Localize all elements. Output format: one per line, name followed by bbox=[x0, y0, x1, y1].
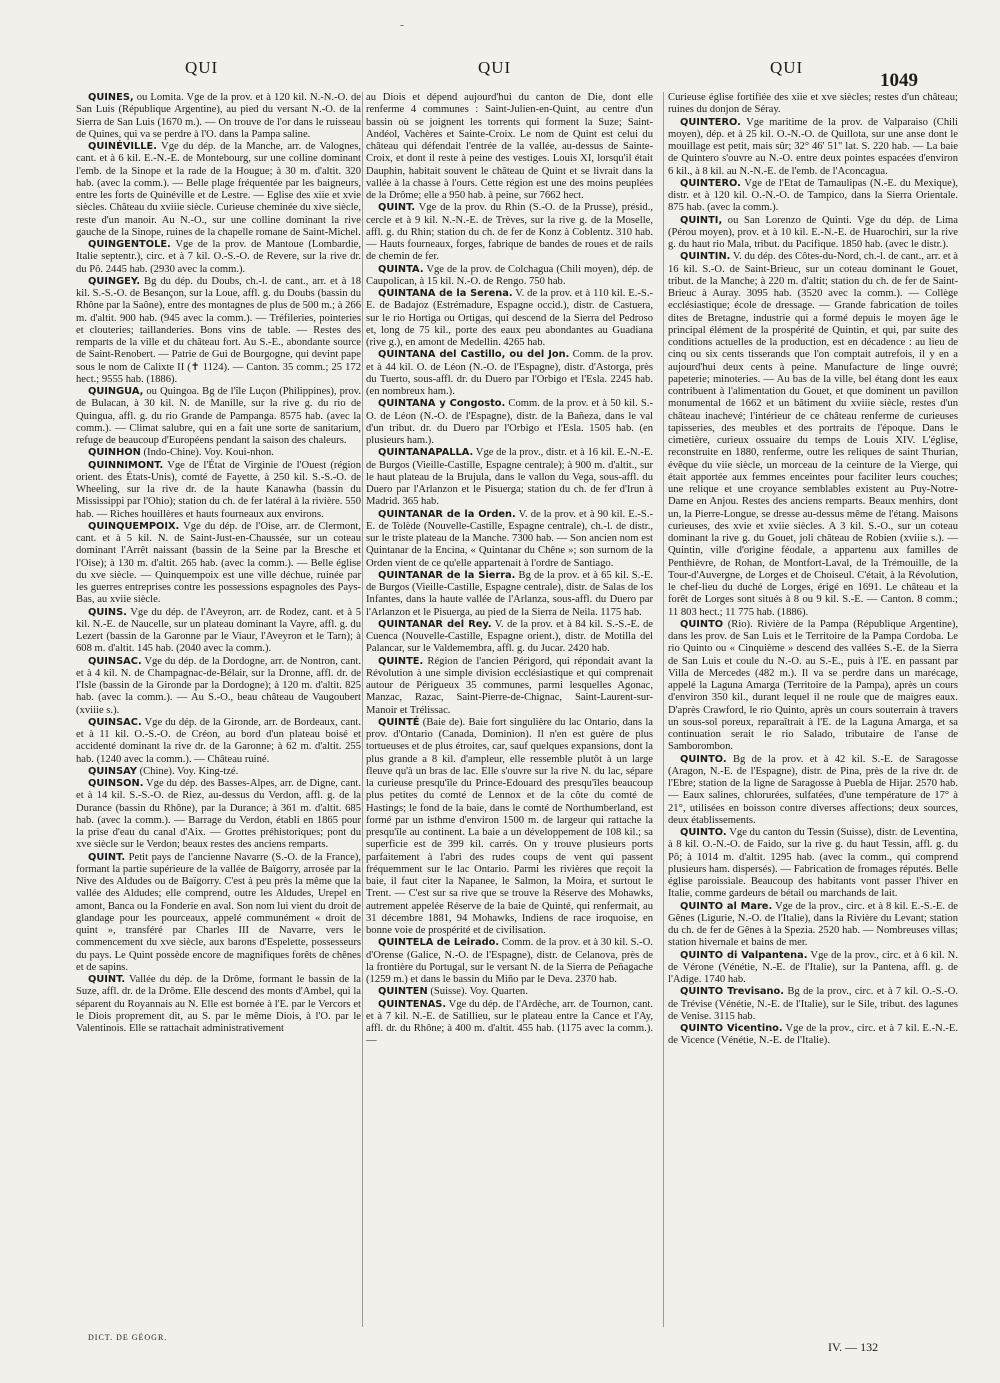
entry-headword: QUINNIMONT. bbox=[88, 459, 164, 471]
dictionary-entry bbox=[668, 251, 958, 619]
dictionary-entry bbox=[76, 92, 361, 141]
entry-text: ou Quingoa. Bg de l'île Luçon (Philippines), prov. de Bulacan, à 30 kil. N. de Manille, sur la rive g. du rio de Quingua, affl. g. du rio Grande de Pampanga. 8575 hab. (avec la comm.). — Climat salubre, qui en a fait une sorte de sanitarium, refuge de beaucoup d'Européens pendant la saison des chaleurs. bbox=[76, 386, 361, 446]
entry-text: Région de l'ancien Périgord, qui répondait avant la Révolution à une simple division ecclésiastique et qui comprenait autour de Périgueux 35 communes, parmi lesquelles Agonac, Manzac, Razac, Saint-Pierre-de-Chignac, Saint-Laurent-sur-Manoir et Trélissac. bbox=[366, 655, 653, 716]
entry-text: Vge du dép. de l'Oise, arr. de Clermont, cant. et à 5 kil. N. de Saint-Just-en-Chaussée, sur un coteau dominant l'Arrêt naissant (bassin de la Seine par la Bresche et l'Oise); à 130 m. d'altit. 265 hab. (avec la comm.). — Belle église du xve siècle. — Quinquempoix est une ville déchue, ruinée par les guerres entreprises contre les possessions espagnoles des Pays-Bas, au xviie siècle. bbox=[76, 520, 361, 606]
entry-text: Vge maritime de la prov. de Valparaiso (Chili moyen), dép. et à 25 kil. O.-N.-O. de Quillota, sur une anse dont le mouillage est petit, mais sûr; 32° 46' 51" lat. S. 220 hab. — La baie de Quintero s'ouvre au N.-O. entre deux pointes espacées d'environ 6 kil., à 8 kil. au N.-N.-E. de l'emb. de l'Aconcagua. bbox=[668, 116, 958, 177]
entry-text: Vge de la prov., circ. et à 8 kil. E.-S.-E. de Gênes (Ligurie, N.-O. de l'Italie), dans la Rivière du Levant; station du ch. de fer de Gênes à la Spezia. 2520 hab. — Nombreuses villas; station hivernale et bains de mer. bbox=[668, 900, 958, 949]
entry-text: Vge du dép. de la Gironde, arr. de Bordeaux, cant. et à 11 kil. O.-S.-O. de Créon, au bord d'un plateau boisé et accidenté dominant la rive dr. de la Garonne; à 62 m. d'altit. 255 hab. (1240 avec la comm.). — Château ruiné. bbox=[76, 716, 361, 765]
dictionary-entry bbox=[366, 999, 653, 1048]
dictionary-entry bbox=[76, 521, 361, 607]
entry-headword: QUINTO al Mare. bbox=[680, 900, 773, 912]
entry-headword: QUINT. bbox=[88, 851, 126, 863]
entry-text: Comm. de la prov. et à 30 kil. S.-O. d'Orense (Galice, N.-O. de l'Espagne), distr. de Celanova, près de la frontière du Portugal, sur le versant N. de la Sierra de Peñagache (1259 m.) et dans le bassin du Miño par le Deva. 2370 hab. bbox=[366, 937, 653, 985]
entry-headword: QUINTO. bbox=[680, 827, 727, 838]
entry-headword: QUINSON. bbox=[88, 778, 144, 789]
entry-text: ou San Lorenzo de Quinti. Vge du dép. de Lima (Pérou moyen), prov. et à 10 kil. E.-N.-E. de Huarochiri, sur la rive g. du haut rio Mala, tribut. du Pacifique. 1850 hab. (avec le distr.). bbox=[668, 214, 958, 250]
dictionary-entry bbox=[366, 656, 653, 717]
entry-headword: QUINSAC. bbox=[88, 655, 142, 667]
dictionary-entry bbox=[76, 607, 361, 656]
dictionary-entry bbox=[366, 398, 653, 447]
entry-headword: QUINTERO. bbox=[680, 116, 741, 128]
entry-headword: QUINGENTOLE. bbox=[88, 239, 171, 250]
entry-headword: QUINTANA y Congosto. bbox=[378, 398, 506, 410]
dictionary-entry bbox=[366, 92, 653, 202]
dictionary-entry bbox=[76, 447, 361, 459]
dictionary-entry bbox=[76, 460, 361, 521]
header-center: QUI bbox=[478, 58, 512, 77]
dictionary-entry bbox=[668, 950, 958, 987]
dictionary-entry bbox=[668, 619, 958, 754]
entry-text: Bg du dép. du Doubs, ch.-l. de cant., arr. et à 18 kil. S.-S.-O. de Besançon, sur la Loue, affl. g. du Doubs (bassin du Rhône par la Saône), entre des montagnes de plus de 500 m.; à 266 m. d'altit. 900 hab. (945 avec la comm.). — Tréfileries, pointeries et clouteries; taillanderies. Bons vins de table. — Restes des remparts de la ville et du château fort. Au S.-E., abondante source de Saint-Renobert. — Patrie de Gui de Bourgogne, qui devint pape sous le nom de Calixte II (✝ 1124). — Canton. 35 comm.; 25 172 hect.; 9555 hab. (1886). bbox=[76, 275, 361, 385]
entry-headword: QUINGEY. bbox=[88, 275, 141, 287]
dictionary-entry bbox=[668, 92, 958, 117]
entry-headword: QUINQUEMPOIX. bbox=[88, 520, 180, 532]
entry-headword: QUINSAC. bbox=[88, 716, 142, 728]
entry-headword: QUINT. bbox=[88, 974, 126, 985]
entry-headword: QUINTANAPALLA. bbox=[378, 447, 474, 459]
footer-left: DICT. DE GÉOGR. bbox=[88, 1333, 168, 1342]
entry-text: V. du dép. des Côtes-du-Nord, ch.-l. de cant., arr. et à 16 kil. S.-O. de Saint-Brieuc, sur un coteau dominant le Gouet, tribut. de la Manche; à 220 m. d'altit; station du ch. de fer de Saint-Brieuc à Auray. 3095 hab. (3520 avec la comm.). — Collège ecclésiastique; école de dressage. — Grande fabrication de toiles dites de Bretagne, industrie qui a formé depuis le moyen âge le principal élément de la prospérité de Quintin, et qui, par suite des conditions actuelles de la production, est en décadence : au lieu de cinq ou six cents tisserands que l'on comptait autrefois, il y en a aujourd'hui deux cents à peine. Manufacture de linge ouvré; papeterie; minoteries. — Au bas de la ville, bel étang dont les eaux contribuent à l'alimentation du Gouet, et que dominent un pavillon monumental de 1662 et un bâtiment du xviiie siècle, restes d'un château inachevé; l'intérieur de ce château renferme de curieuses tapisseries, des meubles et des portraits de l'époque. Dans le cimetière, curieux ossuaire du temps de Louis XIV. L'église, reconstruite en 1880, renferme, outre les reliques de saint Thurian, évêque du viie siècle, un morceau de la ceinture de la Vierge, qui était apportée aux femmes enceintes pour faciliter leurs couches; une relique et une croyance semblables existent au Puy-Notre-Dame en Anjou. Restes des anciens remparts. Beaux menhirs, dont un, la Pierre-Longue, se dresse au-dessus même de l'étang. Maisons curieuses, des xvie et xviie siècles. A 3 kil. S.-O., sur un coteau dominant la rive g. du Gouet, joli château de Robien (xviiie s.). — Quintin, ville d'origine féodale, a appartenu aux familles de Penthièvre, de Rohan, de Montfort-Laval, de la Trémouille, de la Tour-d'Auvergne, de Lorges et de Choiseul. C'était, à la Révolution, le chef-lieu du duché de Lorges, érigé en 1691. Le château et la forêt de Lorges sont situés à 8 ou 9 kil. S.-E. — Canton. 8 comm.; 11 803 hect.; 11 775 hab. (1886). bbox=[668, 251, 958, 618]
entry-headword: QUINTANAR del Rey. bbox=[378, 618, 492, 630]
dictionary-entry bbox=[668, 117, 958, 178]
dictionary-entry bbox=[366, 509, 653, 570]
entry-headword: QUINGUA, bbox=[88, 386, 144, 397]
column-2 bbox=[362, 92, 653, 1327]
entry-headword: QUINHON bbox=[88, 447, 141, 459]
entry-headword: QUINTEN bbox=[378, 986, 428, 998]
entry-text: au Diois et dépend aujourd'hui du canton de Die, dont elle renferme 4 communes : Saint-Julien-en-Quint, au centre d'un bassin où se joignent les torrents qui forment la Suze; Saint-Andéol, Vachères et Sainte-Croix. Le nom de Quint est celui du château qui défendait l'entrée de la vallée, au-dessus de Sainte-Croix, et dont il reste à peine des vestiges. Louis XI, lorsqu'il était Dauphin, habitait souvent le château de Quint et se livrait dans la vallée à la chasse à l'ours. Cette région est une des moins peuplées de la Drôme; elle a 950 hab. à peine, sur 7662 hect. bbox=[366, 92, 653, 201]
entry-headword: QUINTO di Valpantena. bbox=[680, 949, 808, 961]
column-1 bbox=[76, 92, 361, 1327]
entry-text: Comm. de la prov. et à 44 kil. O. de Léon (N.-O. de l'Espagne), distr. d'Astorga, près du Tuerto, sous-affl. dr. du Duero par l'Orbigo et l'Esla. 2245 hab. (en nombreux ham.). bbox=[366, 349, 653, 397]
entry-text: (Indo-Chine). Voy. Koui-nhon. bbox=[140, 447, 274, 459]
entry-text: Bg de la prov., circ. et à 7 kil. O.-S.-O. de Trévise (Vénétie, N.-E. de l'Italie), sur le Sile, tribut. des lagunes de Venise. 3115 hab. bbox=[668, 986, 958, 1022]
entry-text: Petit pays de l'ancienne Navarre (S.-O. de la France), formant la partie supérieure de la vallée de Baïgorry, arrosée par la Nive des Aldudes ou de Baïgorry. C'est à peu près la même que la vallée des Aldudes; elle comprend, outre les Aldudes, Urepel en amont, Banca ou la Fonderie en aval. Son nom lui vient du droit de glandage pour les pourceaux, appelé communément « droit de quint », transféré par Charles III de Navarre, vers le commencement du xve siècle, aux barons d'Espelette, possesseurs du pays. Le Quint possède encore de magnifiques forêts de chênes et de sapins. bbox=[76, 851, 361, 973]
entry-headword: QUINTO bbox=[680, 618, 724, 630]
entry-headword: QUINTANA de la Serena. bbox=[378, 288, 513, 299]
dictionary-entry bbox=[76, 276, 361, 386]
dictionary-entry bbox=[366, 986, 653, 998]
entry-headword: QUINTELA de Leirado. bbox=[378, 937, 500, 949]
dictionary-entry bbox=[76, 717, 361, 766]
page-number: 1049 bbox=[880, 70, 918, 91]
dictionary-entry bbox=[76, 141, 361, 239]
dictionary-entry bbox=[366, 937, 653, 986]
entry-text: V. de la prov. et à 90 kil. E.-S.-E. de Tolède (Nouvelle-Castille, Espagne centrale), ch.-l. de distr., sur le triste plateau de la Manche. 7300 hab. — Son ancien nom est Quintanar de la Encina, « Quintanar du Chêne »; son surnom de la Orden vient de ce qu'elle appartenait à l'ordre de Santiago. bbox=[366, 508, 653, 569]
entry-headword: QUINTERO. bbox=[680, 177, 741, 189]
dictionary-entry bbox=[366, 717, 653, 938]
dictionary-entry bbox=[76, 239, 361, 276]
entry-text: Vge de la prov. de Mantoue (Lombardie, Italie septentr.), circ. et à 7 kil. O.-S.-O. de Revere, sur la rive dr. du Pô. 2445 hab. (2930 avec la comm.). bbox=[76, 239, 361, 275]
entry-text: (Suisse). Voy. Quarten. bbox=[427, 986, 528, 998]
entry-headword: QUINTIN. bbox=[680, 251, 731, 263]
dictionary-entry bbox=[366, 447, 653, 508]
entry-headword: QUINTANAR de la Orden. bbox=[378, 508, 516, 520]
entry-headword: QUINÉVILLE. bbox=[88, 141, 157, 152]
entry-headword: QUINTE. bbox=[378, 655, 424, 667]
entry-headword: QUINTANAR de la Sierra. bbox=[378, 569, 516, 581]
dictionary-entry bbox=[366, 570, 653, 619]
entry-text: Vge du dép. des Basses-Alpes, arr. de Digne, cant. et à 14 kil. S.-S.-O. de Riez, au-dessus du Verdon, affl. g. de la Durance (bassin du Rhône), par la Durance; à 361 m. d'altit. 685 hab. (avec la comm.). — Barrage du Verdon, établi en 1865 pour la prise d'eau du canal d'Aix. — Grottes préhistoriques; pont du xve siècle sur le Verdon; beaux restes des anciens remparts. bbox=[76, 778, 361, 851]
dictionary-entry bbox=[366, 288, 653, 349]
entry-text: Vallée du dép. de la Drôme, formant le bassin de la Suze, affl. dr. de la Drôme. Elle descend des monts d'Ambel, qui la séparent du Royannais au N. Elle est bornée à l'E. par le Vercors et le Diois proprement dit, au S. par le même Diois, à l'O. par le Valentinois. Elle se rattachait administrativement bbox=[76, 974, 361, 1034]
dictionary-entry bbox=[76, 974, 361, 1035]
dictionary-entry bbox=[366, 349, 653, 398]
entry-text: Vge du dép. de l'Ardèche, arr. de Tournon, cant. et à 7 kil. N.-E. de Satillieu, sur le plateau entre la Cance et l'Ay, affl. dr. du Rhône; à 400 m. d'altit. 455 hab. (1175 avec la comm.). — bbox=[366, 998, 653, 1047]
entry-text: (Rio). Rivière de la Pampa (République Argentine), dans les prov. de San Luis et le Territoire de la Pampa Cordoba. Le rio Quinto ou « Cinquième » descend des vallées S.-E. de la Sierra de San Luis et coule du N.-O. au S.-E., puis à l'E. en passant par Villa de Mercedes (482 m.). Il va se perdre dans un marécage, appelé la Laguna Amarga (Territoire de la Pampa), après un cours d'environ 350 kil., durant lequel il ne roule que de maigres eaux. D'après Crawford, le rio Quinto, après un cours souterrain à travers un sous-sol poreux, reparaîtrait à l'E. de la Laguna Amarga, et sa continuation serait le rio Salado, tributaire de l'anse de Samborombon. bbox=[668, 618, 958, 753]
entry-text: Vge de la prov. du Rhin (S.-O. de la Prusse), présid., cercle et à 9 kil. N.-N.-E. de Trèves, sur la rive g. de la Moselle, affl. g. du Rhin; station du ch. de fer de Konz à Coblentz. 310 hab. — Hauts fourneaux, forges, fabrique de bandes de roues et de rails de chemin de fer. bbox=[366, 202, 653, 263]
entry-text: Vge de la prov., circ. et à 6 kil. N. de Vérone (Vénétie, N.-E. de l'Italie), sur la Pantena, affl. g. de l'Adige. 1740 hab. bbox=[668, 949, 958, 985]
entry-text: Vge du dép. de la Manche, arr. de Valognes, cant. et à 6 kil. E.-N.-E. de Montebourg, sur une colline dominant l'emb. de la Sinope et la rade de la Hougue; à 30 m. d'altit. 320 hab. (avec la comm.). — Belle plage fréquentée par les baigneurs, entre les forts de Quinéville et de Lestre. — Eglise des xiie et xvie siècles. Château du xviiie siècle. Curieuse cheminée du xive siècle, reste d'un manoir. Au N.-O., sur une colline dominant la rive gauche de la Sinope, ruines de la chapelle romane de Saint-Michel. bbox=[76, 141, 361, 238]
entry-headword: QUINES, bbox=[88, 92, 134, 103]
top-mark: - bbox=[400, 18, 405, 32]
entry-text: Vge du dép. de l'Aveyron, arr. de Rodez, cant. et à 5 kil. N.-E. de Naucelle, sur un plateau dominant la Vayre, affl. g. du Lezert (bassin de la Garonne par le Viaur, l'Aveyron et le Tarn); à 608 m. d'altit. 145 hab. (2040 avec la comm.). bbox=[76, 606, 361, 655]
dictionary-entry bbox=[668, 754, 958, 828]
entry-text: Vge de la prov., circ. et à 7 kil. E.-N.-E. de Vicence (Vénétie, N.-E. de l'Italie). bbox=[668, 1023, 958, 1047]
entry-headword: QUINSAY bbox=[88, 765, 137, 777]
entry-text: Vge de la prov., distr. et à 16 kil. E.-N.-E. de Burgos (Vieille-Castille, Espagne centrale); à 900 m. d'altit., sur le haut plateau de la Brujula, dans le vallon du Vega, sous-affl. du Duero par l'Arlanzon et le Pisuerga; station du ch. de fer d'Irun à Madrid. 365 hab. bbox=[366, 447, 653, 508]
entry-headword: QUINTENAS. bbox=[378, 998, 447, 1010]
entry-headword: QUINTÉ bbox=[378, 716, 420, 728]
entry-text: (Baie de). Baie fort singulière du lac Ontario, dans la prov. d'Ontario (Canada, Dominion). Il n'en est guère de plus tortueuses et de plus étroites, car, sauf quelques expansions, dont la plus grande a 8 kil. d'ampleur, elle ressemble plutôt à un large fleuve qu'à un bras de lac. Elle s'ouvre sur la rive N. du lac, sépare la curieuse presqu'île du Prince-Edouard des presqu'îles beaucoup plus petites du comté de Lennox et de la côte du comté de Hastings; le fond de la baie, dans le comté de Northumberland, est formé par un isthme d'environ 1500 m. de largeur qui rattache la presqu'île au continent. La baie a un développement de 108 kil.; sa superficie est de 399 kil. carrés. On y trouve plusieurs ports parfaitement à l'abri des rudes coups de vent qui passent fréquemment sur le lac Ontario. Parmi les rivières que reçoit la baie, il faut citer la Napanee, le Salmon, la Moira, et surtout le Trent. — C'est sur sa rive que se trouve la Réserve des Mohawks, autrement appelée Réserve de la baie de Quinté, qui renfermait, au 31 décembre 1881, 94 Mohawks, Indiens de race iroquoise, en bonne voie de prospérité et de civilisation. bbox=[366, 716, 653, 936]
footer-right: IV. — 132 bbox=[828, 1340, 879, 1354]
entry-text: Vge de l'État de Virginie de l'Ouest (région orient. des États-Unis), comté de Fayette, à 250 kil. S.-S.-O. de Wheeling, sur la rive dr. de la haute Kanawha (bassin du Mississippi par l'Ohio); station du ch. de fer latéral à la rivière. 550 hab. — Riches houillères et hauts fourneaux aux environs. bbox=[76, 459, 361, 520]
entry-text: Vge du canton du Tessin (Suisse), distr. de Leventina, à 8 kil. O.-N.-O. de Faido, sur la rive g. du haut Tessin, affl. g. du Pô; à 1014 m. d'altit. 1295 hab. (avec la comm., qui comprend plusieurs ham. dispersés). — Fabrication de fromages réputés. Belle église paroissiale. Beaucoup des habitants vont passer l'hiver en Italie, comme gardeurs de bétail ou marchands de lait. bbox=[668, 827, 958, 900]
entry-headword: QUINTO. bbox=[680, 753, 727, 765]
dictionary-entry bbox=[76, 778, 361, 852]
header-left: QUI bbox=[185, 58, 219, 77]
dictionary-entry bbox=[366, 202, 653, 263]
dictionary-entry bbox=[668, 986, 958, 1023]
column-3 bbox=[663, 92, 958, 1327]
entry-headword: QUINTO Trevisano. bbox=[680, 986, 784, 998]
entry-headword: QUINS. bbox=[88, 606, 127, 618]
dictionary-entry bbox=[668, 827, 958, 901]
entry-headword: QUINT. bbox=[378, 202, 416, 214]
entry-text: (Chine). Voy. King-tzé. bbox=[136, 765, 239, 777]
dictionary-entry bbox=[366, 619, 653, 656]
dictionary-entry bbox=[76, 852, 361, 975]
entry-headword: QUINTO Vicentino. bbox=[680, 1023, 783, 1034]
entry-text: Bg de la prov. et à 65 kil. S.-E. de Burgos (Vieille-Castille, Espagne centrale), distr. de Salas de los Infantes, dans la haute vallée de l'Arlanza, sous-affl. du Duero par l'Arlanzon et le Pisuerga, au pied de la Sierra de Neila. 1175 hab. bbox=[366, 569, 653, 618]
entry-text: ou Lomita. Vge de la prov. et à 120 kil. N.-N.-O. de San Luis (République Argentine), au pied du versant N.-O. de la Sierra de San Luis (1670 m.). — On trouve de l'or dans le ruisseau de Quines, qui va se perdre à l'O. dans la Pampa saline. bbox=[76, 92, 361, 140]
header-right: QUI bbox=[770, 58, 804, 77]
entry-text: Curieuse église fortifiée des xiie et xve siècles; restes d'un château; ruines du donjon de Séray. bbox=[668, 92, 958, 116]
dictionary-entry bbox=[76, 386, 361, 447]
dictionary-entry bbox=[668, 178, 958, 215]
dictionary-entry bbox=[366, 264, 653, 289]
entry-text: Vge de l'Etat de Tamaulipas (N.-E. du Mexique), distr. et à 120 kil. O.-N.-O. de Tampico, dans la Sierra Orientale. 875 hab. (avec la comm.). bbox=[668, 177, 958, 214]
dictionary-entry bbox=[668, 901, 958, 950]
entry-headword: QUINTANA del Castillo, ou del Jon. bbox=[378, 349, 570, 361]
entry-text: Comm. de la prov. et à 50 kil. S.-O. de Léon (N.-O. de l'Espagne), distr. de la Bañeza, dans le val d'un tribut. dr. du Duero par l'Orbigo et l'Esla. 1505 hab. (en plusieurs ham.). bbox=[366, 398, 653, 446]
dictionary-entry bbox=[76, 656, 361, 717]
entry-text: Bg de la prov. et à 42 kil. S.-E. de Saragosse (Aragon, N.-E. de l'Espagne), distr. de Pina, près de la rive dr. de l'Ebre; station de la ligne de Saragosse à Puebla de Hijar. 2570 hab. — Eaux salines, chlorurées, sulfatées, d'une température de 17° à 21°, utilisées en boisson contre diverses affections; deux sources, deux établissements. bbox=[668, 753, 958, 826]
dictionary-entry bbox=[668, 215, 958, 252]
entry-text: Vge de la prov. de Colchagua (Chili moyen), dép. de Caupolican, à 15 kil. N.-O. de Rengo. 750 hab. bbox=[366, 263, 653, 287]
entry-headword: QUINTI, bbox=[680, 214, 723, 226]
entry-text: V. de la prov. et à 110 kil. E.-S.-E. de Badajoz (Estrémadure, Espagne occid.), distr. de Castuera, sur le rio Hortiga ou Ortigas, qui descend de la Sierra del Pedroso et, long de 75 kil., porte des eaux peu abondantes au Guadiana (rive g.), en amont de Medellin. 4265 hab. bbox=[366, 288, 653, 348]
entry-text: Vge du dép. de la Dordogne, arr. de Nontron, cant. et à 4 kil. N. de Champagnac-de-Bélair, sur la Dronne, affl. dr. de l'Isle (bassin de la Gironde par la Dordogne); à 120 m. d'altit. 825 hab. (avec la comm.). — Au S.-O., beau château de Vaugoubert (xviiie s.). bbox=[76, 655, 361, 716]
entry-headword: QUINTA. bbox=[378, 263, 424, 275]
dictionary-entry bbox=[76, 766, 361, 778]
dictionary-entry bbox=[668, 1023, 958, 1048]
entry-text: V. de la prov. et à 84 kil. S.-S.-E. de Cuenca (Nouvelle-Castille, Espagne orient.), distr. de Motilla del Palancar, sur le Valdemembra, affl. g. du Jucar. 2420 hab. bbox=[366, 618, 653, 655]
